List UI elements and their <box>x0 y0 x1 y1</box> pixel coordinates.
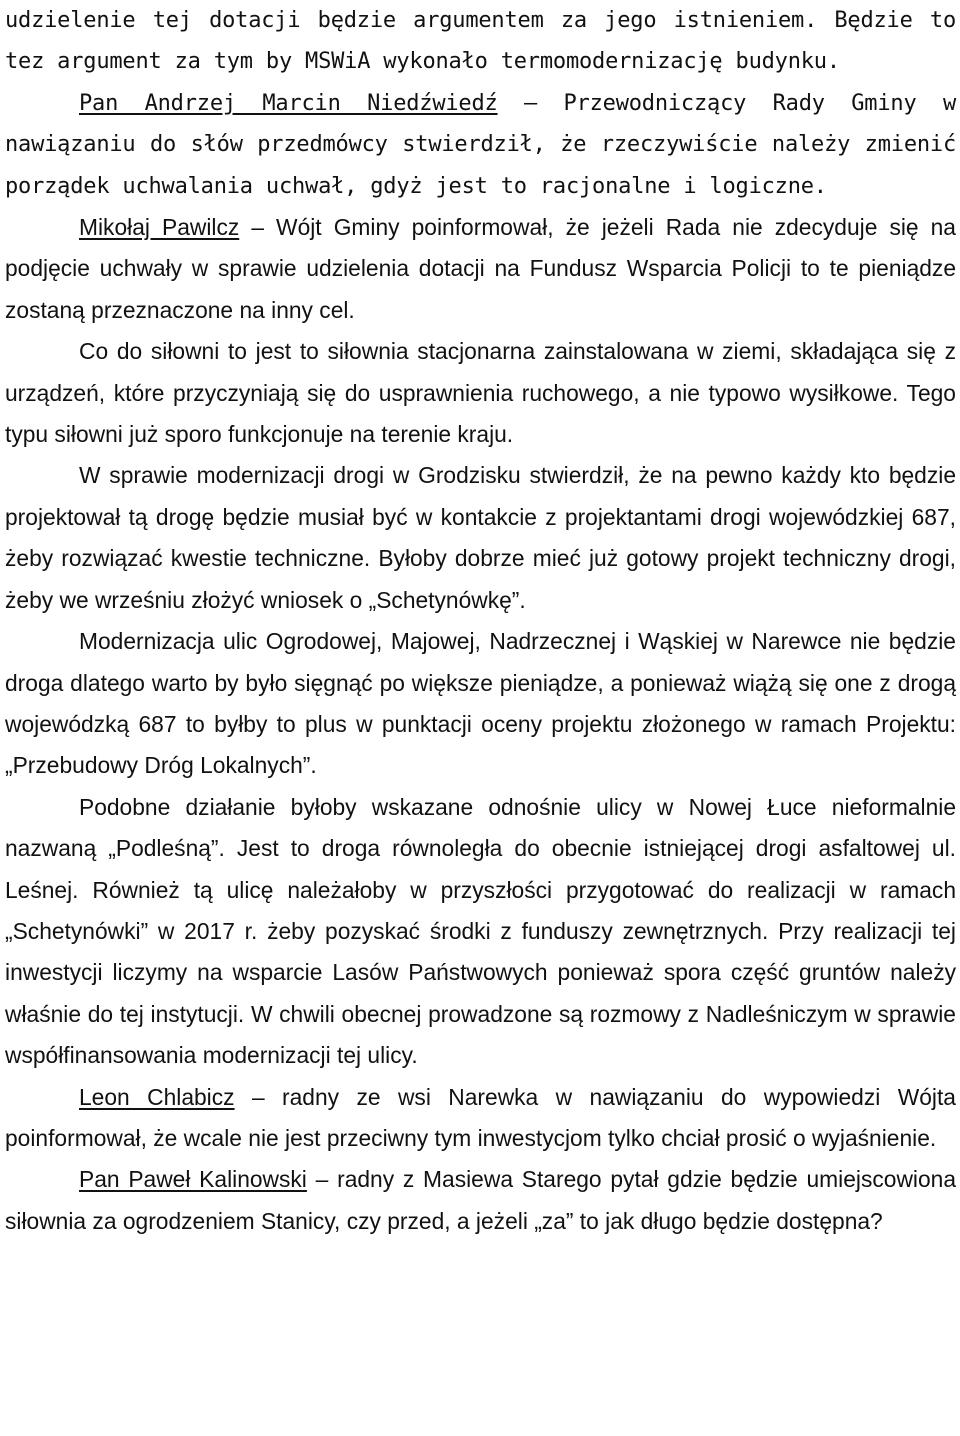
paragraph-text: Podobne działanie byłoby wskazane odnośnie ulicy w Nowej Łuce nieformalnie nazwaną „Podleśną”. Jest to droga równoległa do obecnie istniejącej drogi asfaltowej ul. Leśnej. Również tą ulicę należałoby w przyszłości przygotować do realizacji w ramach „Schetynówki” w 2017 r. żeby pozyskać środki z funduszy zewnętrznych. Przy realizacji tej inwestycji liczymy na wsparcie Lasów Państwowych ponieważ spora część gruntów należy właśnie do tej instytucji. W chwili obecnej prowadzone są rozmowy z Nadleśniczym w sprawie współfinansowania modernizacji tej ulicy. <box>5 793 956 1069</box>
paragraph-nowa-luka <box>5 787 956 1077</box>
paragraph-modernizacja-ulic <box>5 621 956 787</box>
paragraph-silownia <box>5 331 956 455</box>
paragraph-text: – radny ze wsi Narewka w nawiązaniu do wypowiedzi Wójta poinformował, że wcale nie jest przeciwny tym inwestycjom tylko chciał prosić o wyjaśnienie. <box>5 1083 956 1151</box>
paragraph-text: – radny z Masiewa Starego pytał gdzie będzie umiejscowiona siłownia za ogrodzeniem Stanicy, czy przed, a jeżeli „za” to jak długo będzie dostępna? <box>5 1166 957 1234</box>
speaker-name: Pan Paweł Kalinowski <box>79 1166 307 1193</box>
paragraph-niedzwiedz <box>5 83 956 207</box>
paragraph-text: Modernizacja ulic Ogrodowej, Majowej, Nadrzecznej i Wąskiej w Narewce nie będzie droga dlatego warto by było sięgnąć po większe pieniądze, a ponieważ wiążą się one z drogą wojewódzką 687 to byłby to plus w punktacji oceny projektu złożonego w ramach Projektu: „Przebudowy Dróg Lokalnych”. <box>5 628 956 779</box>
paragraph-text: udzielenie tej dotacji będzie argumentem za jego istnieniem. Będzie to tez argument za tym by MSWiA wykonało termomodernizację budynku. <box>5 8 956 75</box>
paragraph-text: – Wójt Gminy poinformował, że jeżeli Rada nie zdecyduje się na podjęcie uchwały w sprawie udzielenia dotacji na Fundusz Wsparcia Policji to te pieniądze zostaną przeznaczone na inny cel. <box>5 214 956 323</box>
speaker-name: Leon Chlabicz <box>79 1083 235 1110</box>
paragraph-pawilcz <box>5 207 956 331</box>
paragraph-chlabicz <box>5 1077 956 1160</box>
paragraph-text: W sprawie modernizacji drogi w Grodzisku stwierdził, że na pewno każdy kto będzie projektował tą drogę będzie musiał być w kontakcie z projektantami drogi wojewódzkiej 687, żeby rozwiązać kwestie techniczne. Byłoby dobrze mieć już gotowy projekt techniczny drogi, żeby we wrześniu złożyć wniosek o „Schetynówkę”. <box>5 462 956 613</box>
paragraph-grodzisk <box>5 455 956 621</box>
paragraph-text: Co do siłowni to jest to siłownia stacjonarna zainstalowana w ziemi, składająca się z urządzeń, które przyczyniają się do usprawnienia ruchowego, a nie typowo wysiłkowe. Tego typu siłowni już sporo funkcjonuje na terenie kraju. <box>5 338 956 448</box>
paragraph-kalinowski <box>5 1159 956 1242</box>
paragraph-continuation <box>5 0 956 83</box>
speaker-name: Mikołaj Pawilcz <box>79 214 240 241</box>
paragraph-text: – Przewodniczący Rady Gminy w nawiązaniu do słów przedmówcy stwierdził, że rzeczywiście należy zmienić porządek uchwalania uchwał, gdyż jest to racjonalne i logiczne. <box>5 90 956 199</box>
speaker-name: Pan Andrzej Marcin Niedźwiedź <box>79 90 498 116</box>
